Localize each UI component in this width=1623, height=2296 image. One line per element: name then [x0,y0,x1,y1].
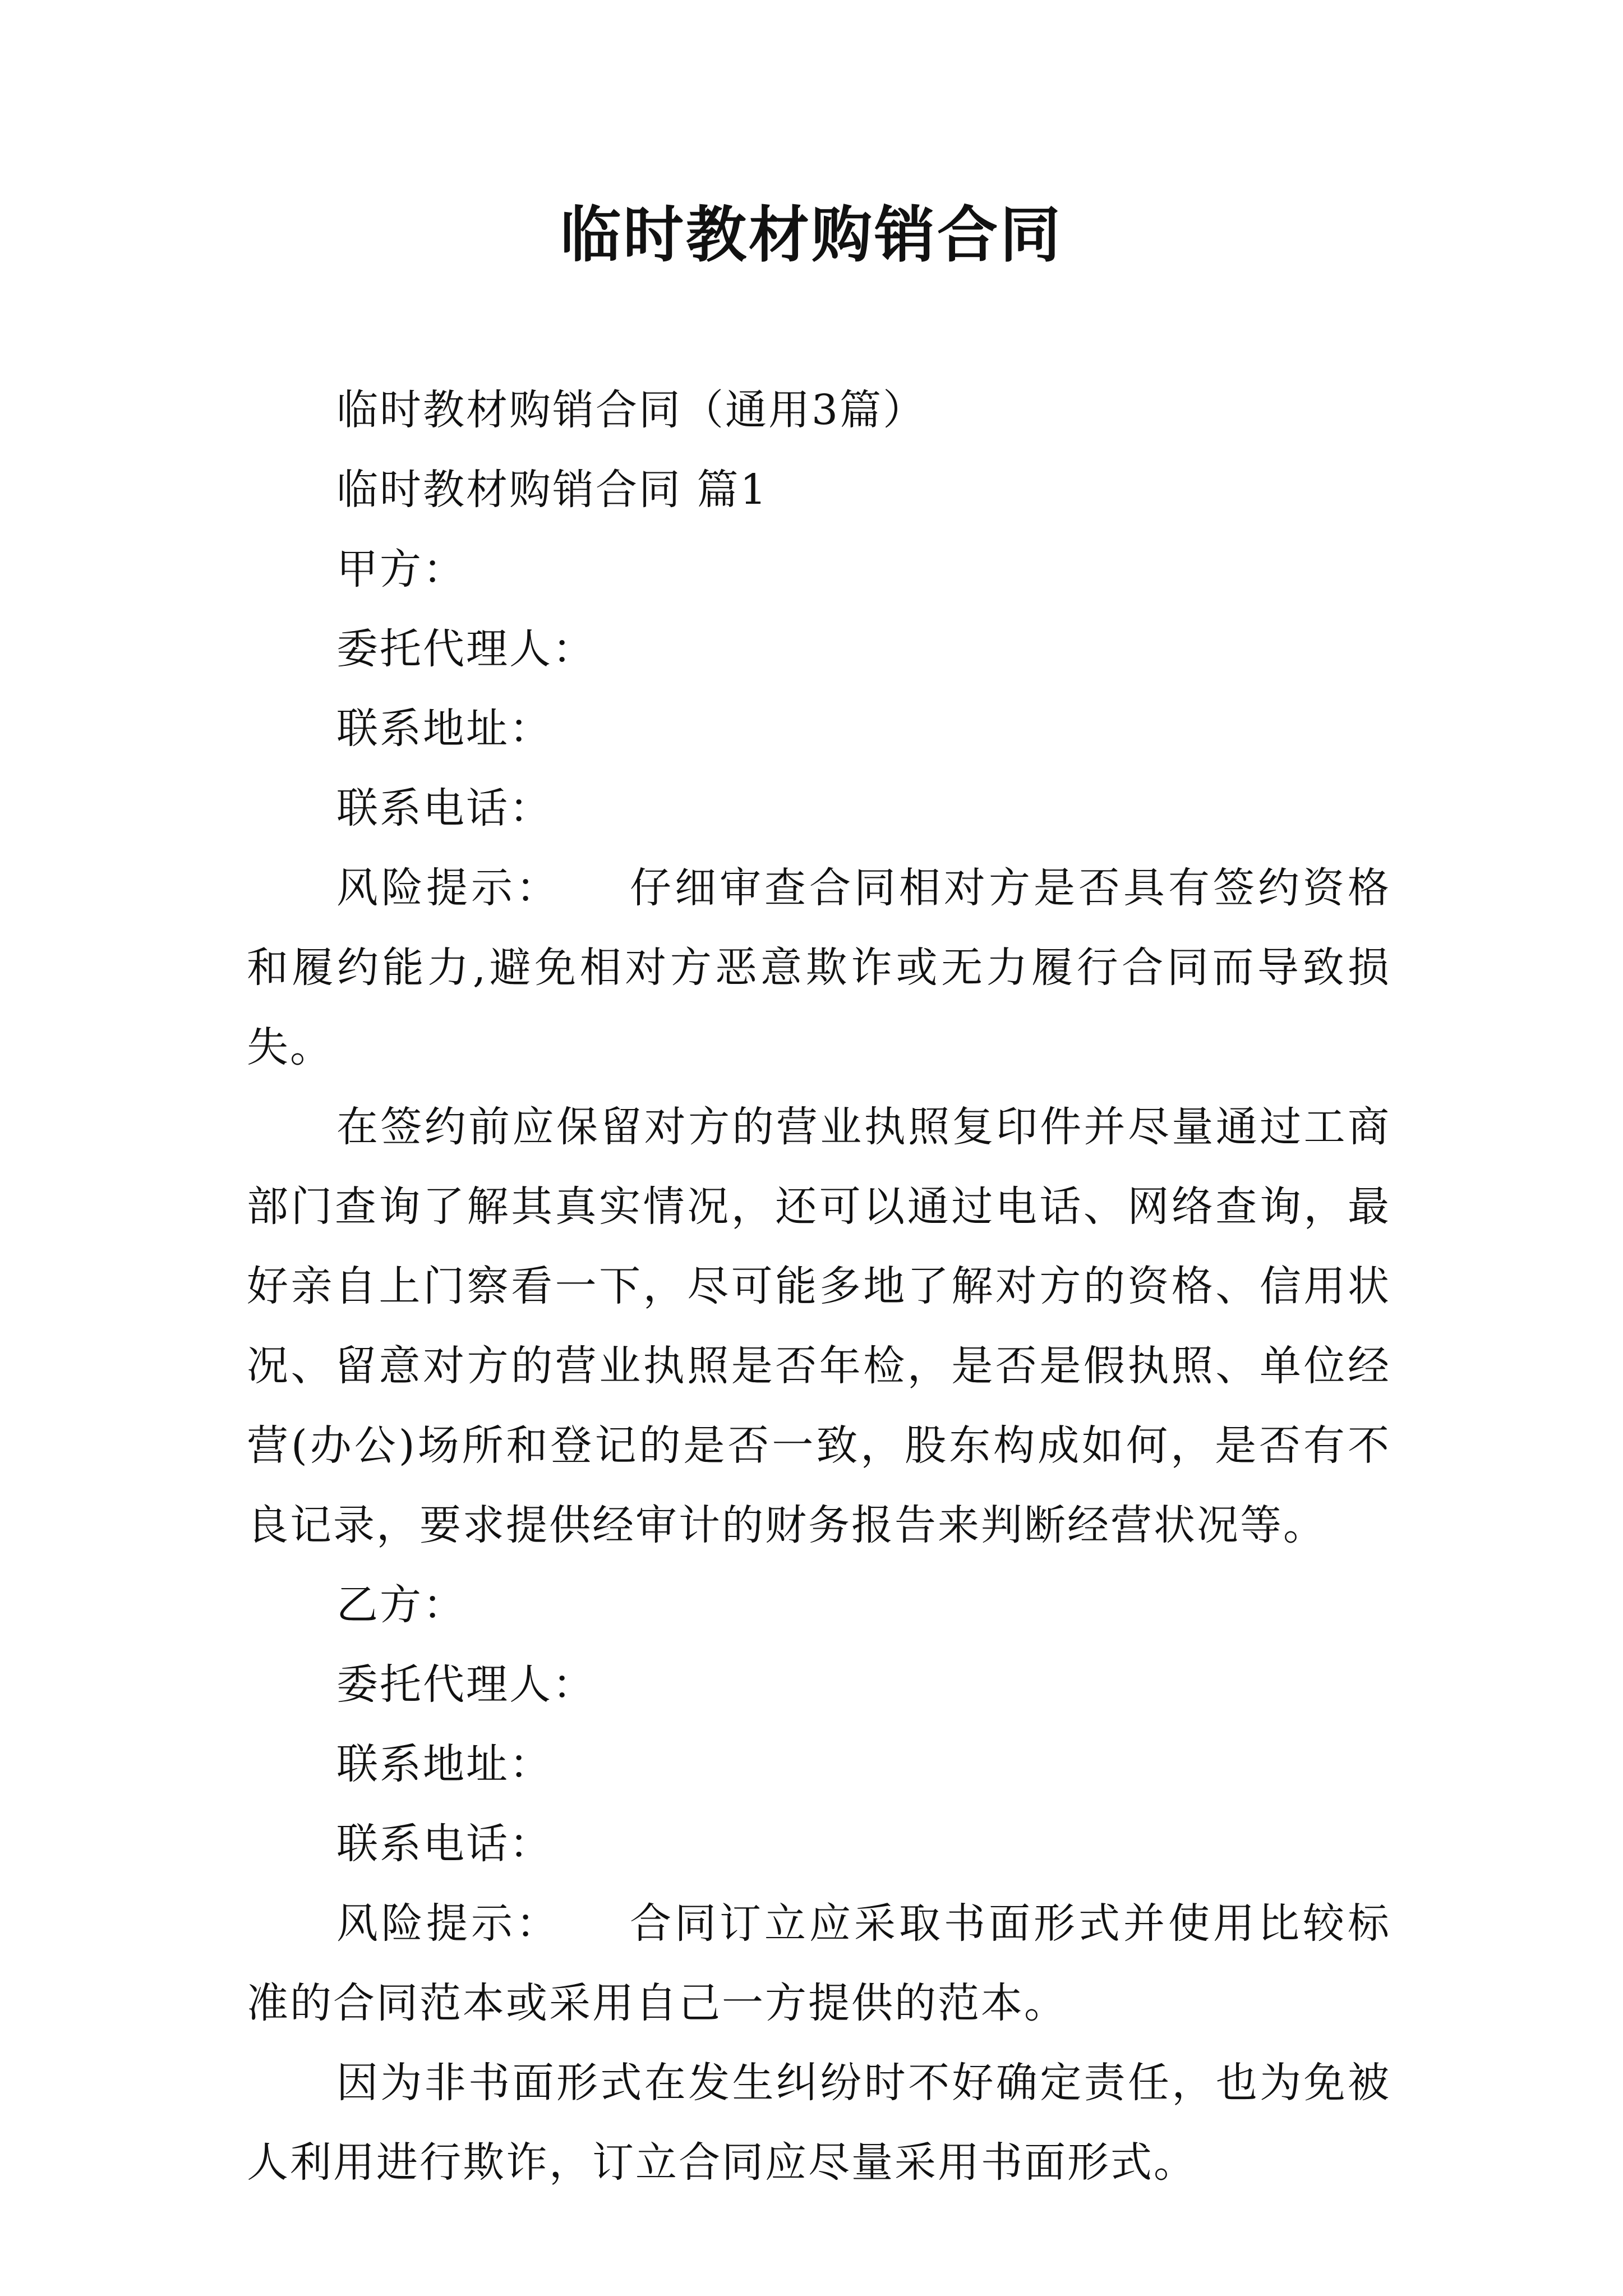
party-a-label: 甲方： [336,545,466,593]
document-title: 临时教材购销合同 [560,200,1063,270]
party-b-label: 乙方： [336,1581,466,1629]
party-b-address-label: 联系地址： [336,1740,552,1788]
risk-detail-paragraph: 因为非书面形式在发生纠纷时不好确定责任，也为免被人利用进行欺诈，订立合同应尽量采用书面形式。 [247,2059,1391,2187]
section-heading: 临时教材购销合同 篇1 [336,466,768,514]
party-b-agent-label: 委托代理人： [336,1660,596,1709]
risk-note-paragraph: 风险提示： 仔细审查合同相对方是否具有签约资格和履约能力,避免相对方恶意欺诈或无力履行合同而导致损失。 [247,864,1391,1071]
document-body [247,370,1391,2202]
party-b-phone-label: 联系电话： [336,1820,552,1868]
party-a-phone-label: 联系电话： [336,784,552,832]
contract-heading: 临时教材购销合同（通用3篇） [336,386,926,434]
party-a-address-label: 联系地址： [336,705,552,753]
party-a-agent-label: 委托代理人： [336,625,596,673]
risk-detail-paragraph: 在签约前应保留对方的营业执照复印件并尽量通过工商部门查询了解其真实情况，还可以通过电话、网络查询，最好亲自上门察看一下，尽可能多地了解对方的资格、信用状况、留意对方的营业执照是否年检，是否是假执照、单位经营(办公)场所和登记的是否一致，股东构成如何，是否有不良记录，要求提供经审计的财务报告来判断经营状况等。 [247,1103,1391,1549]
risk-note-paragraph: 风险提示： 合同订立应采取书面形式并使用比较标准的合同范本或采用自己一方提供的范本。 [247,1899,1391,2027]
